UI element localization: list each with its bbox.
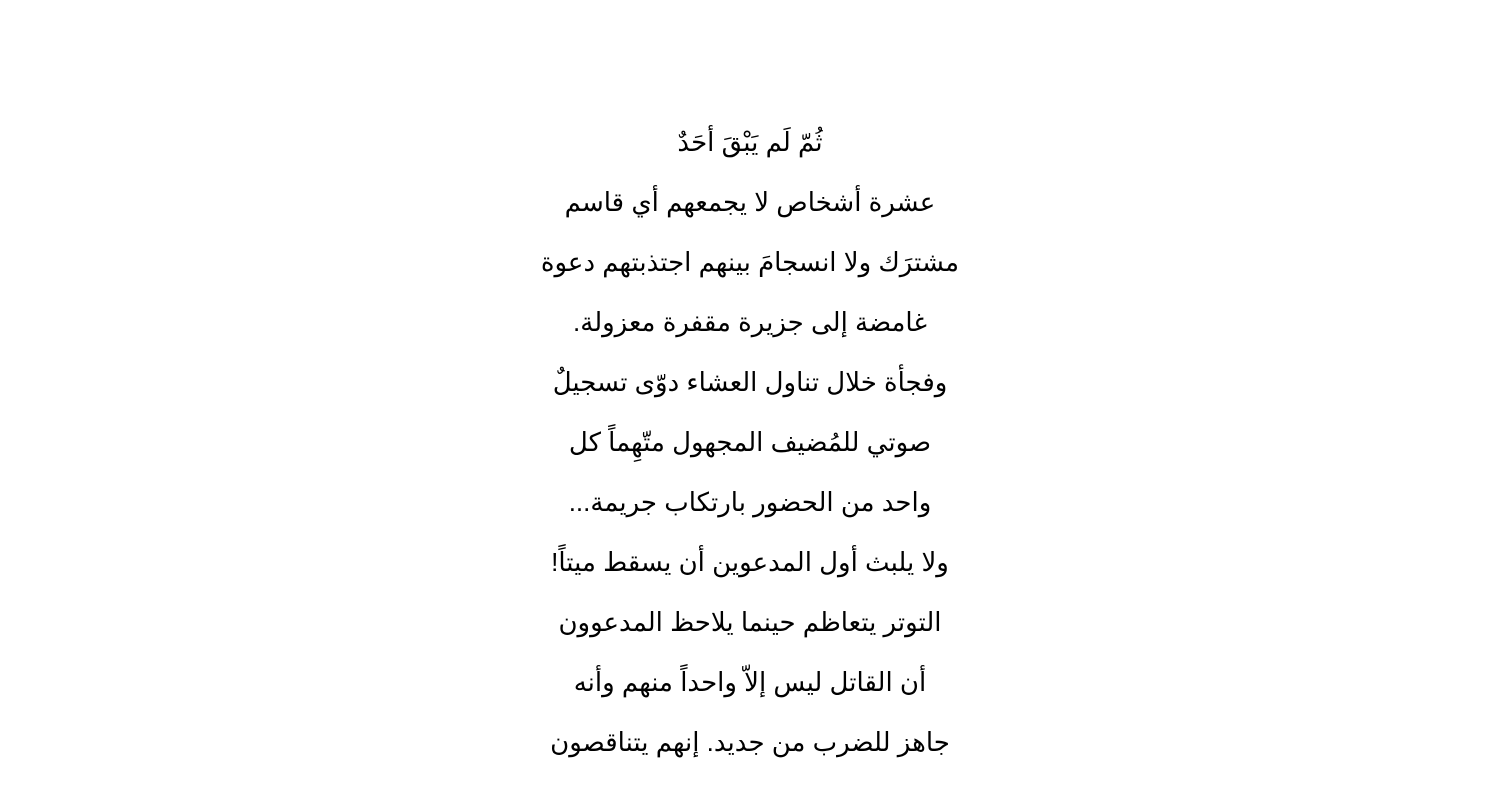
text-line: عشرة أشخاص لا يجمعهم أي قاسم <box>564 187 936 217</box>
text-line: ولا يلبث أول المدعوين أن يسقط ميتاً! <box>551 547 949 577</box>
document-title: ثُمّ لَم يَبْقَ أحَدٌ <box>677 127 823 157</box>
text-block <box>0 112 1500 772</box>
text-line: صوتي للمُضيف المجهول متّهِماً كل <box>568 427 932 457</box>
text-line: أن القاتل ليس إلاّ واحداً منهم وأنه <box>573 667 927 697</box>
text-line: جاهز للضرب من جديد. إنهم يتناقصون <box>550 727 950 757</box>
text-line: غامضة إلى جزيرة مقفرة معزولة. <box>573 307 927 337</box>
text-line: وفجأة خلال تناول العشاء دوّى تسجيلٌ <box>552 367 948 397</box>
text-line: واحد من الحضور بارتكاب جريمة... <box>568 487 932 517</box>
text-line: التوتر يتعاظم حينما يلاحظ المدعوون <box>558 607 942 637</box>
text-line: مشترَك ولا انسجامَ بينهم اجتذبتهم دعوة <box>540 247 960 277</box>
